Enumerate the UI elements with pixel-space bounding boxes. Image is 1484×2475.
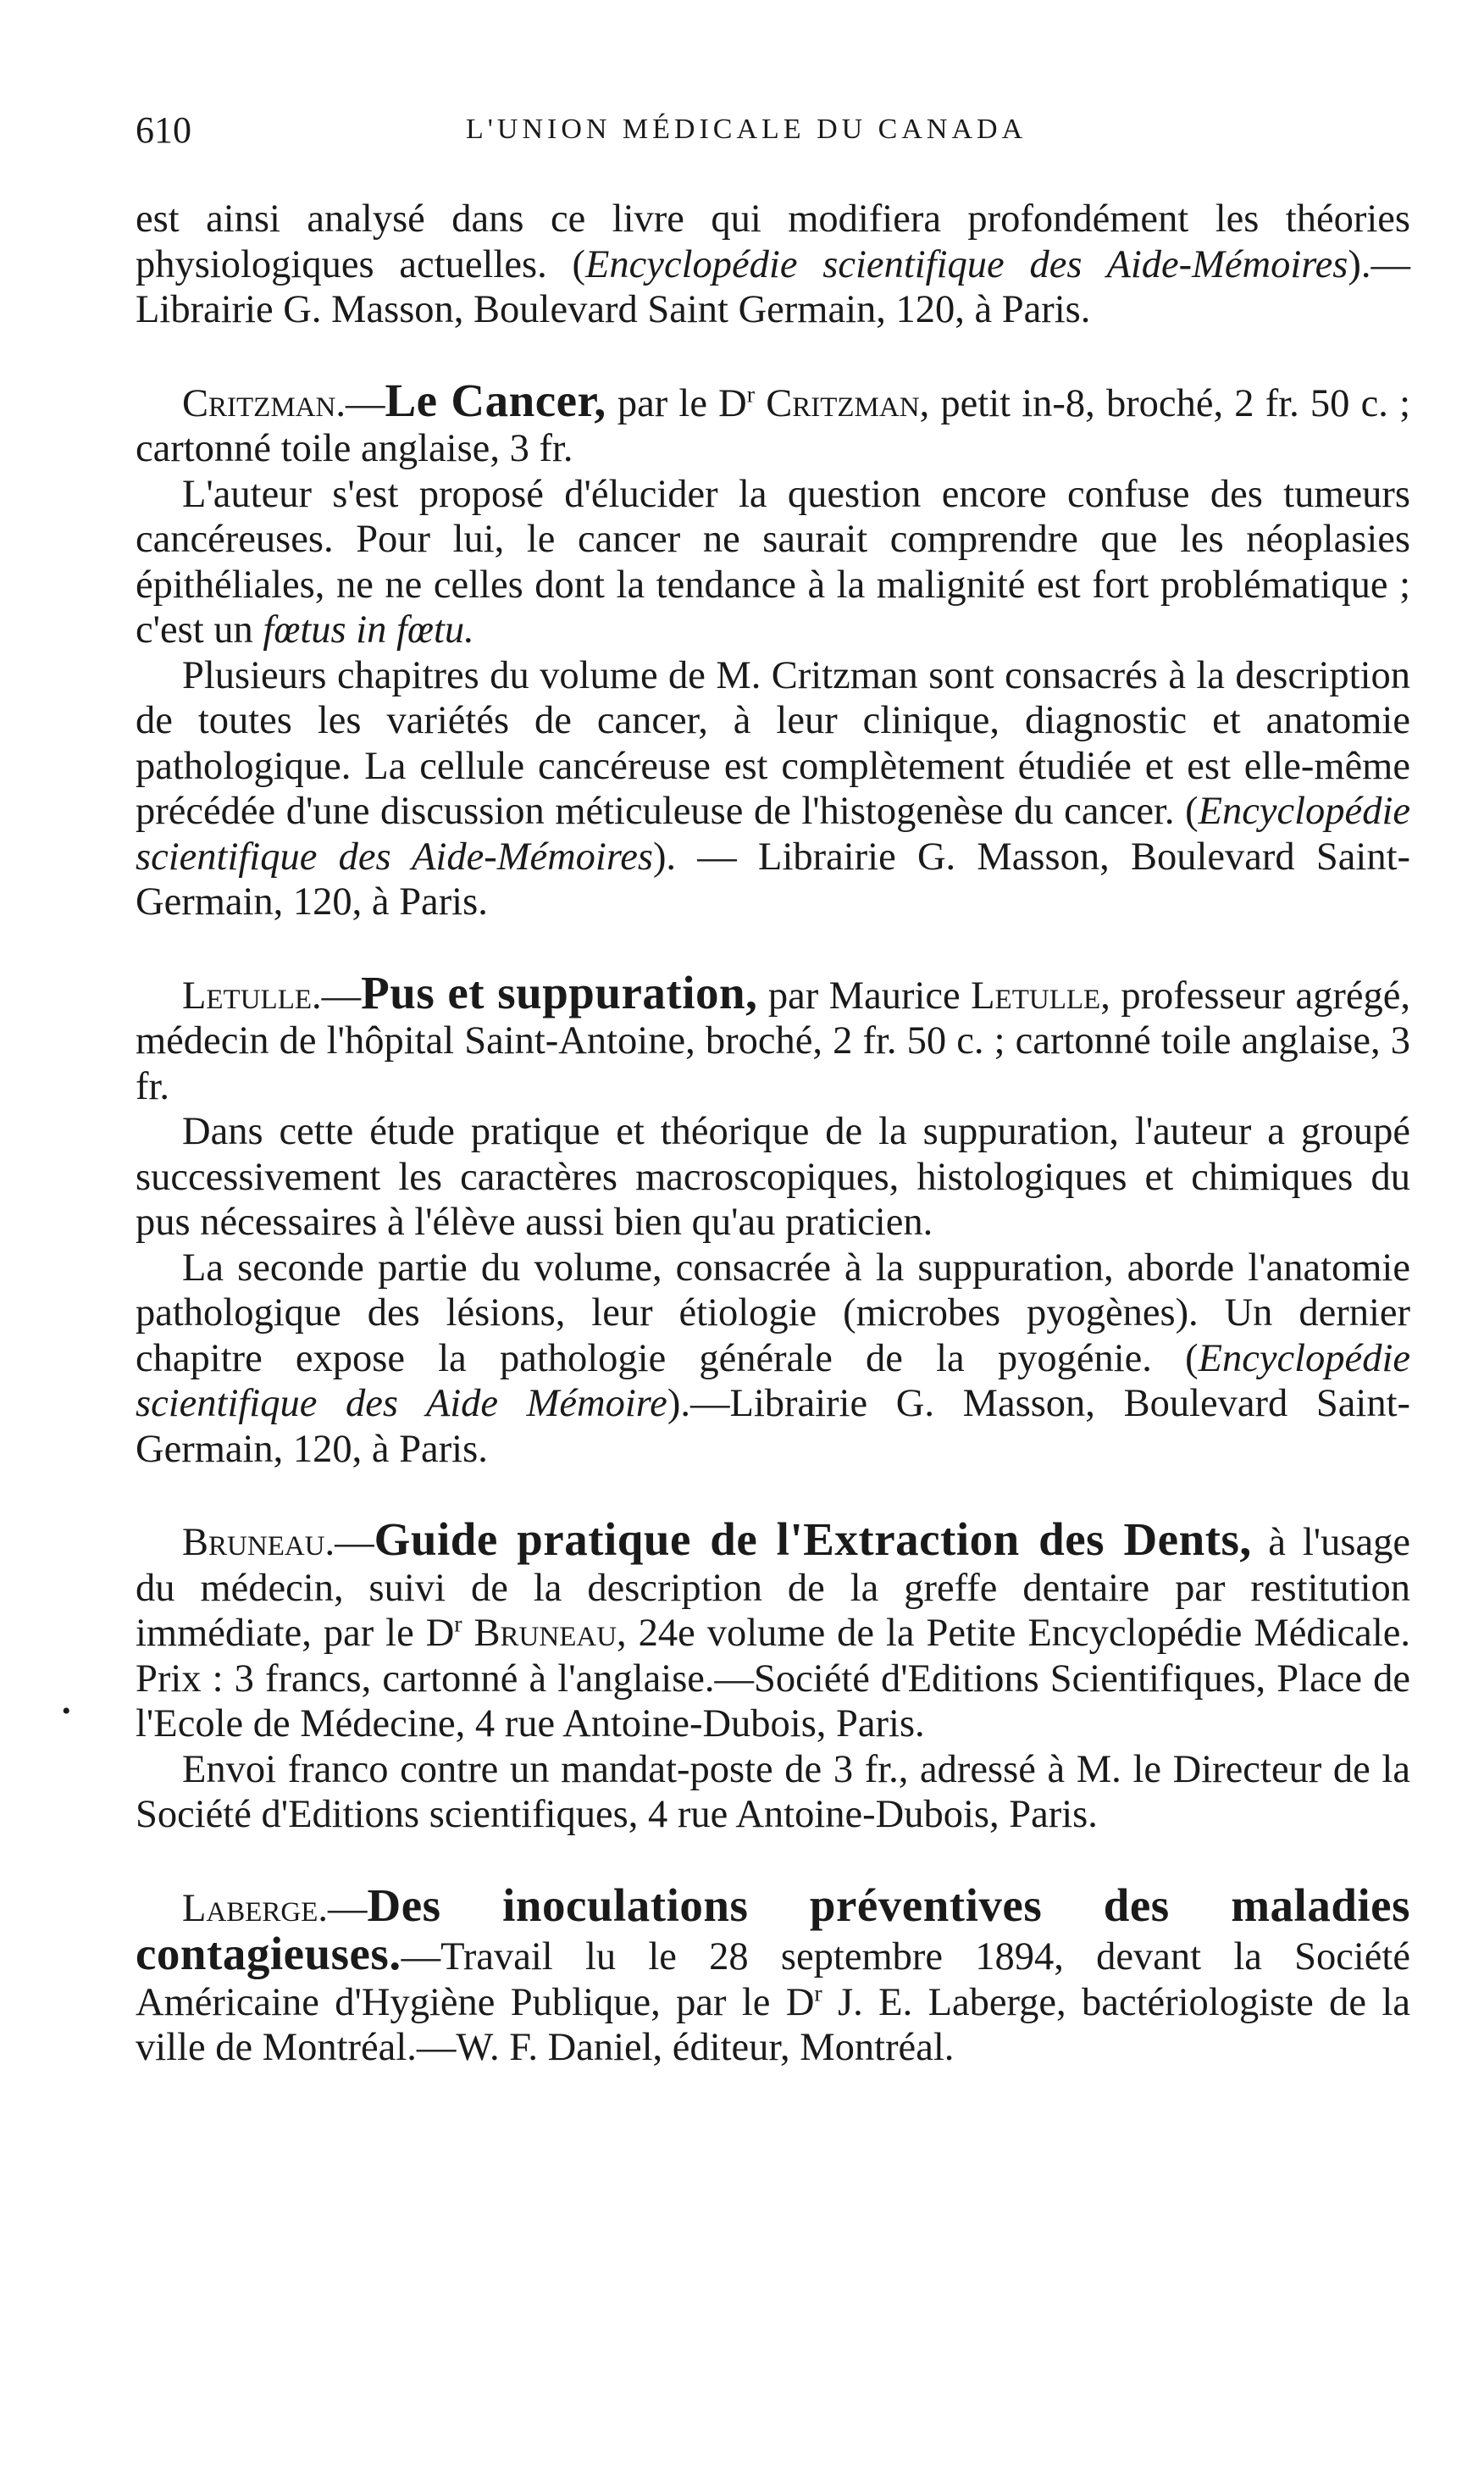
text-run: Dans cette étude pratique et théorique de la suppuration, l'auteur a groupé successivement les caractères macroscopiques, histologiques et chimiques du pus nécessaires à l'élève aussi bien qu'au praticien. <box>136 1110 1410 1244</box>
text-run: ).—Librairie G. Masson, Boulevard Saint-Germain, 120, à Paris. <box>136 1382 1410 1471</box>
review-entry-bruneau: Bruneau.—Guide pratique de l'Extraction des Dents, à l'usage du médecin, suivi de la description de la greffe dentaire par restitution immédiate, par le $D^r$ Bruneau, 24e volume de la Petite Encyclopédie Médicale. Prix : 3 francs, cartonné à l'anglaise.—Société d'Editions Scientifiques, Place de l'Ecole de Médecine, 4 rue Antoine-Dubois, Paris. <box>136 1513 1410 1745</box>
author-name: Critzman <box>755 381 920 425</box>
entry-author: Letulle <box>182 974 313 1018</box>
review-paragraph <box>136 472 1410 653</box>
text-run: J. E. Laberge, bactériologiste de la ville de Montréal.—W. F. Daniel, éditeur, Montréal. <box>136 1980 1410 2069</box>
text-run: Plusieurs chapitres du volume de M. Critzman sont consacrés à la description de toutes les variétés de cancer, à leur clinique, diagnostic et anatomie pathologique. La cellule cancéreuse est complètement étudiée et est elle-même précédée d'une discussion méticuleuse de l'histogenèse du cancer. ( <box>136 653 1410 833</box>
continuation-paragraph <box>136 197 1410 333</box>
book-title: Guide pratique de l'Extraction des Dents, <box>374 1513 1252 1565</box>
running-title: L'UNION MÉDICALE DU CANADA <box>466 114 1027 145</box>
page-header <box>136 108 1406 168</box>
entry-author: Bruneau <box>182 1521 325 1564</box>
book-title: Des inoculations préventives des maladies contagieuses. <box>136 1878 1410 1979</box>
review-paragraph <box>136 653 1410 925</box>
review-paragraph <box>136 1246 1410 1473</box>
book-title: Le Cancer, <box>385 374 606 426</box>
entry-author: Laberge <box>182 1886 318 1930</box>
text-run: La seconde partie du volume, consacrée à la suppuration, aborde l'anatomie pathologique des lésions, leur étiologie (microbes pyogènes). Un dernier chapitre expose la pathologie générale de la pyogénie. ( <box>136 1246 1410 1380</box>
author-name: Letulle <box>971 974 1101 1018</box>
superscript: r <box>814 1980 822 2006</box>
book-title: Pus et suppuration, <box>361 966 758 1018</box>
page-number: 610 <box>136 109 191 151</box>
review-paragraph <box>136 1109 1410 1246</box>
italic-phrase: fœtus in fœtu. <box>263 608 474 652</box>
page-body <box>136 197 1410 2071</box>
review-entry-laberge: Laberge.—Des inoculations préventives des maladies contagieuses.—Travail lu le 28 septembre 1894, devant la Société Américaine d'Hygiène Publique, par le $D^r$ J. E. Laberge, bactériologiste de la ville de Montréal.—W. F. Daniel, éditeur, Montréal. <box>136 1878 1410 2069</box>
text-run: par le D <box>606 381 747 425</box>
author-name: Bruneau <box>462 1612 617 1655</box>
series-title: Encyclopédie scientifique des Aide-Mémoires <box>136 790 1410 879</box>
series-title: Encyclopédie scientifique des Aide-Mémoires <box>585 242 1348 286</box>
text-run: —Travail lu le 28 septembre 1894, devant la Société Américaine d'Hygiène Publique, par le D <box>136 1935 1410 2024</box>
text-run: est ainsi analysé dans ce livre qui modifiera profondément les théories physiologiques actuelles. ( <box>136 197 1410 286</box>
superscript: r <box>746 381 756 408</box>
text-run: à l'usage du médecin, suivi de la description de la greffe dentaire par restitution immédiate, par le D <box>136 1521 1410 1655</box>
entry-author: Critzman <box>182 381 336 425</box>
review-paragraph <box>136 1747 1410 1838</box>
review-entry-critzman: Critzman.—Le Cancer, par le $D^r$ Critzman, petit in-8, broché, 2 fr. 50 c. ; cartonné toile anglaise, 3 fr. <box>136 374 1411 470</box>
text-run: L'auteur s'est proposé d'élucider la question encore confuse des tumeurs cancéreuses. Pour lui, le cancer ne saurait comprendre que les néoplasies épithéliales, ne ne celles dont la tendance à la malignité est fort problématique ; c'est un <box>136 472 1410 652</box>
text-run: ). — Librairie G. Masson, Boulevard Saint-Germain, 120, à Paris. <box>136 835 1410 924</box>
superscript: r <box>454 1611 462 1638</box>
text-run: , professeur agrégé, médecin de l'hôpital Saint-Antoine, broché, 2 fr. 50 c. ; cartonné toile anglaise, 3 fr. <box>136 974 1411 1108</box>
text-run: Envoi franco contre un mandat-poste de 3 fr., adressé à M. le Directeur de la Société d'Editions scientifiques, 4 rue Antoine-Dubois, Paris. <box>136 1747 1410 1836</box>
text-run: ).—Librairie G. Masson, Boulevard Saint Germain, 120, à Paris. <box>136 242 1410 331</box>
series-title: Encyclopédie scientifique des Aide Mémoire <box>136 1336 1410 1425</box>
margin-mark: • <box>62 1697 71 1725</box>
text-run: , 24e volume de la Petite Encyclopédie Médicale. Prix : 3 francs, cartonné à l'anglaise.—Société d'Editions Scientifiques, Place de l'Ecole de Médecine, 4 rue Antoine-Dubois, Paris. <box>136 1612 1410 1745</box>
text-run: par Maurice <box>757 974 972 1018</box>
review-entry-letulle: Letulle.—Pus et suppuration, par Maurice Letulle, professeur agrégé, médecin de l'hôpital Saint-Antoine, broché, 2 fr. 50 c. ; cartonné toile anglaise, 3 fr. <box>136 966 1411 1108</box>
text-run: , petit in-8, broché, 2 fr. 50 c. ; cartonné toile anglaise, 3 fr. <box>136 381 1411 470</box>
